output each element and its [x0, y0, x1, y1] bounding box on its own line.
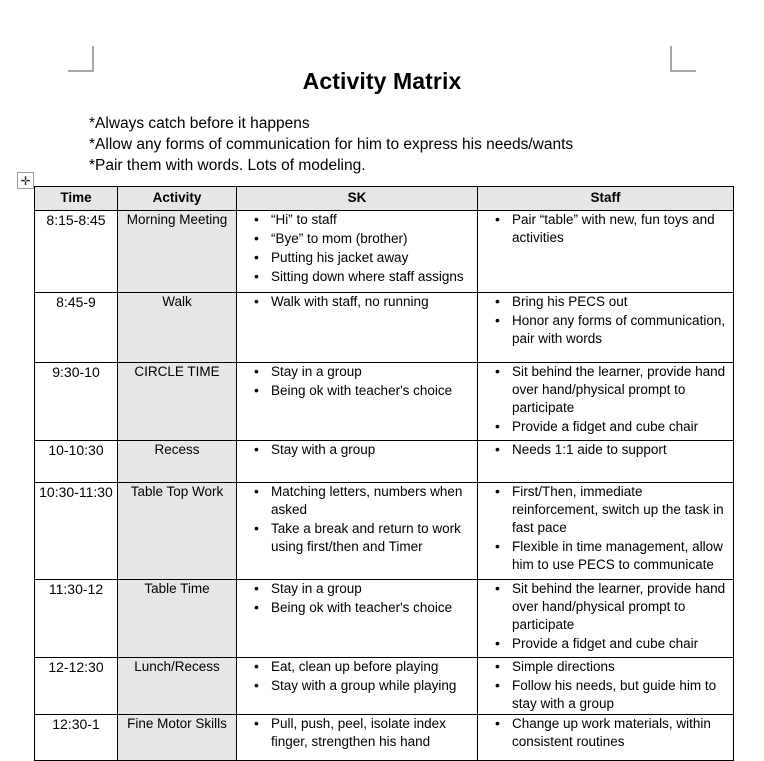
bullet-item: • Simple directions	[512, 658, 729, 676]
table-row	[35, 363, 734, 441]
bullet-item: • Provide a fidget and cube chair	[512, 418, 729, 436]
bullet-item: • Sit behind the learner, provide hand over hand/physical prompt to participate	[512, 580, 729, 634]
cell-staff	[478, 658, 734, 715]
bullet-item: • Matching letters, numbers when asked	[271, 483, 473, 519]
bullet-list	[237, 211, 477, 286]
bullet-item: • Eat, clean up before playing	[271, 658, 473, 676]
cell-sk	[237, 483, 478, 580]
table-body	[35, 211, 734, 761]
bullet-list	[478, 363, 733, 436]
bullet-item: • Pair “table” with new, fun toys and activities	[512, 211, 729, 247]
bullet-item: • First/Then, immediate reinforcement, switch up the task in fast pace	[512, 483, 729, 537]
bullet-item: • Being ok with teacher's choice	[271, 599, 473, 617]
note-line: *Always catch before it happens	[89, 115, 310, 132]
bullet-item: • “Bye” to mom (brother)	[271, 230, 473, 248]
bullet-list	[478, 441, 733, 459]
cell-staff	[478, 441, 734, 483]
cell-time: 11:30-12	[35, 580, 118, 658]
note-line: *Allow any forms of communication for him to express his needs/wants	[89, 136, 574, 153]
cell-sk	[237, 363, 478, 441]
cell-activity: Morning Meeting	[118, 211, 237, 293]
cell-sk	[237, 715, 478, 761]
bullet-item: • Follow his needs, but guide him to stay with a group	[512, 677, 729, 713]
table-row	[35, 658, 734, 715]
bullet-list	[478, 211, 733, 247]
bullet-item: • Flexible in time management, allow him to use PECS to communicate	[512, 538, 729, 574]
cell-sk	[237, 580, 478, 658]
bullet-item: • Provide a fidget and cube chair	[512, 635, 729, 653]
cell-activity: Recess	[118, 441, 237, 483]
column-header-sk: SK	[237, 187, 478, 211]
bullet-item: • Putting his jacket away	[271, 249, 473, 267]
bullet-item: • Bring his PECS out	[512, 293, 729, 311]
cell-activity: Table Time	[118, 580, 237, 658]
bullet-item: • Stay in a group	[271, 580, 473, 598]
bullet-list	[237, 293, 477, 311]
cell-sk	[237, 293, 478, 363]
bullet-list	[478, 658, 733, 713]
bullet-item: • Sitting down where staff assigns	[271, 268, 473, 286]
table-header-row	[35, 187, 734, 211]
note-line: *Pair them with words. Lots of modeling.	[89, 157, 366, 174]
bullet-list	[478, 580, 733, 653]
column-header-staff: Staff	[478, 187, 734, 211]
cell-time: 8:15-8:45	[35, 211, 118, 293]
bullet-list	[237, 441, 477, 459]
cell-staff	[478, 211, 734, 293]
cell-time: 10:30-11:30	[35, 483, 118, 580]
cell-activity: Walk	[118, 293, 237, 363]
bullet-item: • Stay with a group	[271, 441, 473, 459]
bullet-list	[237, 363, 477, 400]
bullet-item: • Change up work materials, within consistent routines	[512, 715, 729, 751]
bullet-item: • Stay in a group	[271, 363, 473, 381]
cell-activity: Lunch/Recess	[118, 658, 237, 715]
cell-time: 12-12:30	[35, 658, 118, 715]
cell-time: 9:30-10	[35, 363, 118, 441]
table-row	[35, 293, 734, 363]
table-row	[35, 441, 734, 483]
cell-staff	[478, 363, 734, 441]
cell-time: 8:45-9	[35, 293, 118, 363]
bullet-item: • Pull, push, peel, isolate index finger, strengthen his hand	[271, 715, 473, 751]
cell-sk	[237, 211, 478, 293]
table-row	[35, 483, 734, 580]
bullet-list	[478, 293, 733, 348]
bullet-item: • Being ok with teacher's choice	[271, 382, 473, 400]
bullet-list	[478, 483, 733, 574]
cell-staff	[478, 715, 734, 761]
column-header-time: Time	[35, 187, 118, 211]
cell-time: 10-10:30	[35, 441, 118, 483]
bullet-item: • “Hi” to staff	[271, 211, 473, 229]
cell-activity: Fine Motor Skills	[118, 715, 237, 761]
bullet-item: • Stay with a group while playing	[271, 677, 473, 695]
intro-notes	[89, 113, 689, 176]
cell-staff	[478, 483, 734, 580]
bullet-list	[237, 483, 477, 556]
bullet-item: • Take a break and return to work using first/then and Timer	[271, 520, 473, 556]
bullet-item: • Walk with staff, no running	[271, 293, 473, 311]
table-row	[35, 580, 734, 658]
page-title: Activity Matrix	[302, 68, 462, 94]
bullet-list	[237, 658, 477, 695]
column-header-activity: Activity	[118, 187, 237, 211]
bullet-list	[237, 580, 477, 617]
cell-activity: Table Top Work	[118, 483, 237, 580]
table-move-handle-icon[interactable]: ✛	[17, 172, 34, 189]
activity-matrix-table	[34, 186, 733, 761]
cell-staff	[478, 580, 734, 658]
bullet-item: • Needs 1:1 aide to support	[512, 441, 729, 459]
bullet-item: • Sit behind the learner, provide hand over hand/physical prompt to participate	[512, 363, 729, 417]
cell-activity: CIRCLE TIME	[118, 363, 237, 441]
table-row	[35, 715, 734, 761]
cell-time: 12:30-1	[35, 715, 118, 761]
cell-sk	[237, 441, 478, 483]
cell-staff	[478, 293, 734, 363]
cell-sk	[237, 658, 478, 715]
table-row	[35, 211, 734, 293]
bullet-item: • Honor any forms of communication, pair with words	[512, 312, 729, 348]
